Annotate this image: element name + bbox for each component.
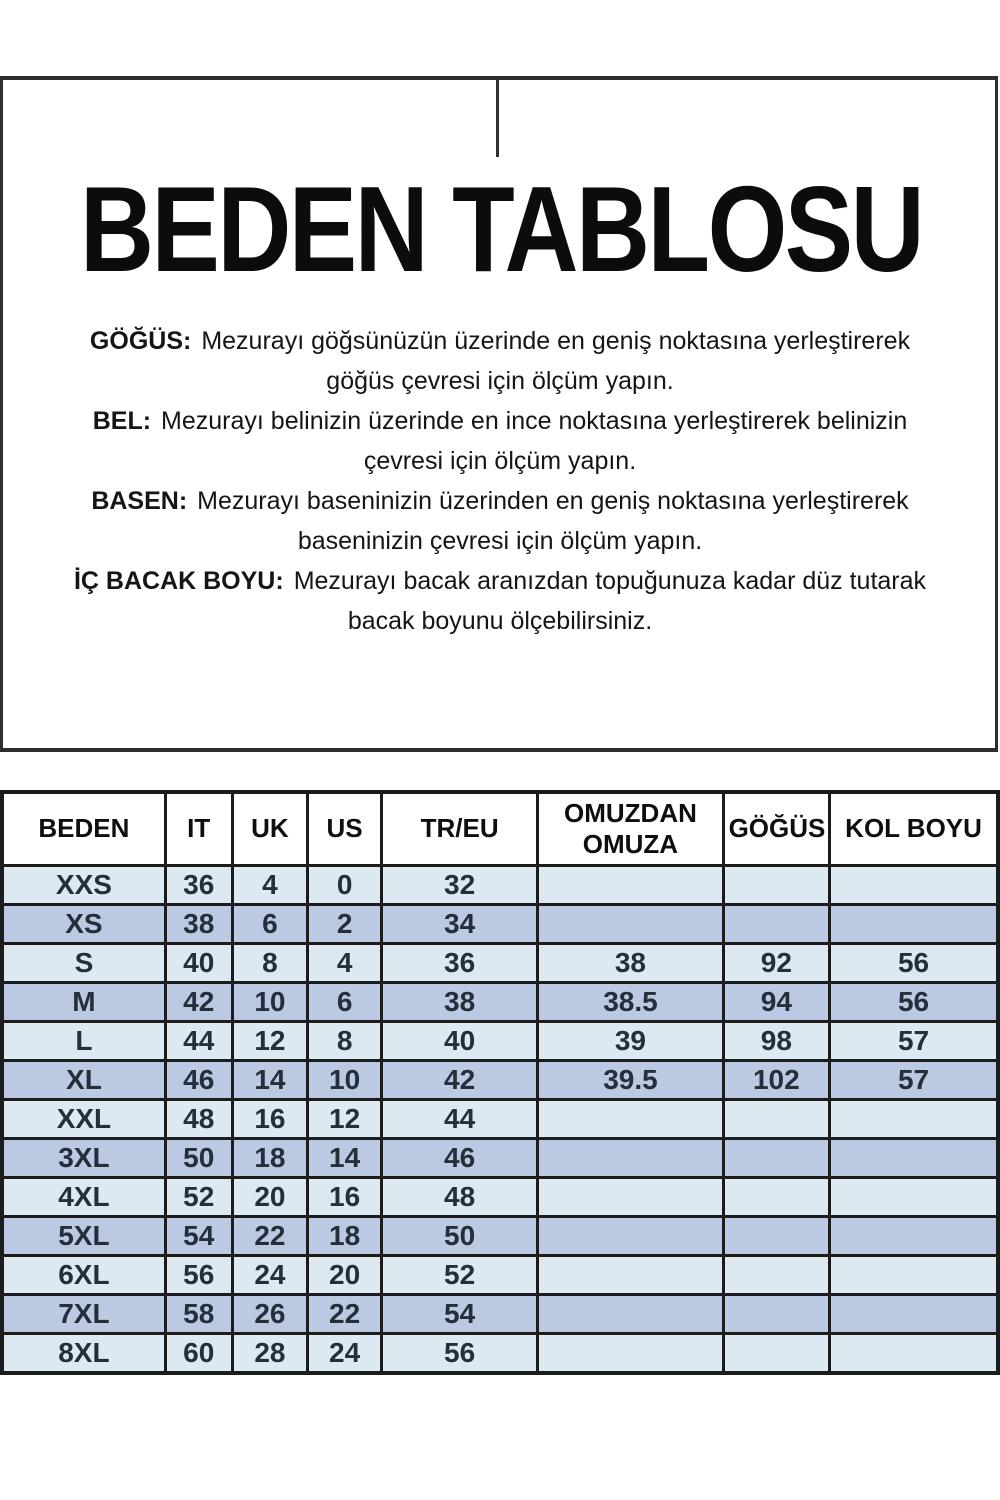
size-label-cell: XL	[2, 1061, 165, 1100]
size-value-cell: 56	[830, 944, 998, 983]
size-label-cell: 7XL	[2, 1295, 165, 1334]
table-row	[2, 1217, 998, 1256]
table-row	[2, 866, 998, 905]
size-value-cell: 8	[308, 1022, 382, 1061]
size-value-cell: 18	[232, 1139, 308, 1178]
column-header-gogus: GÖĞÜS	[723, 792, 830, 866]
size-value-cell	[538, 905, 723, 944]
size-value-cell: 44	[381, 1100, 537, 1139]
instruction-text: Mezurayı baseninizin üzerinden en geniş noktasına yerleştirerek	[197, 487, 909, 515]
size-value-cell: 50	[381, 1217, 537, 1256]
size-value-cell: 10	[308, 1061, 382, 1100]
size-value-cell: 36	[165, 866, 232, 905]
size-value-cell: 94	[723, 983, 830, 1022]
size-value-cell	[538, 1334, 723, 1374]
size-value-cell	[538, 1139, 723, 1178]
size-value-cell	[538, 1217, 723, 1256]
size-label-cell: XXS	[2, 866, 165, 905]
size-value-cell	[538, 1256, 723, 1295]
table-row	[2, 983, 998, 1022]
size-table	[0, 790, 1000, 1375]
table-row	[2, 944, 998, 983]
table-row	[2, 1139, 998, 1178]
size-value-cell: 102	[723, 1061, 830, 1100]
size-value-cell: 14	[308, 1139, 382, 1178]
size-value-cell: 57	[830, 1022, 998, 1061]
table-row	[2, 1256, 998, 1295]
size-value-cell	[723, 1178, 830, 1217]
size-value-cell: 12	[232, 1022, 308, 1061]
size-value-cell	[538, 1178, 723, 1217]
size-value-cell: 58	[165, 1295, 232, 1334]
size-value-cell	[830, 1256, 998, 1295]
size-value-cell: 4	[308, 944, 382, 983]
size-value-cell: 16	[308, 1178, 382, 1217]
size-value-cell: 56	[830, 983, 998, 1022]
column-header-beden: BEDEN	[2, 792, 165, 866]
page-title: BEDEN TABLOSU	[80, 161, 923, 297]
size-value-cell: 4	[232, 866, 308, 905]
size-label-cell: 8XL	[2, 1334, 165, 1374]
column-header-kol-boyu: KOL BOYU	[830, 792, 998, 866]
size-value-cell: 24	[308, 1334, 382, 1374]
size-value-cell: 36	[381, 944, 537, 983]
size-value-cell: 52	[165, 1178, 232, 1217]
size-value-cell	[830, 905, 998, 944]
size-value-cell: 6	[308, 983, 382, 1022]
size-value-cell	[538, 1295, 723, 1334]
size-value-cell: 44	[165, 1022, 232, 1061]
size-value-cell: 16	[232, 1100, 308, 1139]
instruction-ic-bacak-boyu	[0, 561, 1000, 641]
size-value-cell: 40	[381, 1022, 537, 1061]
size-value-cell	[830, 1334, 998, 1374]
column-header-tr-eu: TR/EU	[381, 792, 537, 866]
size-label-cell: XS	[2, 905, 165, 944]
size-value-cell	[723, 1139, 830, 1178]
size-value-cell: 22	[232, 1217, 308, 1256]
size-label-cell: 5XL	[2, 1217, 165, 1256]
instruction-line	[0, 401, 1000, 441]
size-value-cell: 40	[165, 944, 232, 983]
size-label-cell: 6XL	[2, 1256, 165, 1295]
size-value-cell	[830, 1139, 998, 1178]
instruction-line	[0, 321, 1000, 361]
table-row	[2, 1178, 998, 1217]
instruction-basen	[0, 481, 1000, 561]
instruction-line: baseninizin çevresi için ölçüm yapın.	[297, 527, 703, 555]
instruction-line: çevresi için ölçüm yapın.	[363, 447, 637, 475]
column-header-us: US	[308, 792, 382, 866]
size-value-cell: 26	[232, 1295, 308, 1334]
table-row	[2, 905, 998, 944]
instruction-label: BEL:	[92, 407, 152, 435]
size-value-cell	[830, 1178, 998, 1217]
size-value-cell	[723, 866, 830, 905]
size-value-cell	[830, 866, 998, 905]
size-value-cell: 98	[723, 1022, 830, 1061]
size-label-cell: XXL	[2, 1100, 165, 1139]
size-value-cell: 60	[165, 1334, 232, 1374]
size-value-cell: 48	[381, 1178, 537, 1217]
size-value-cell: 10	[232, 983, 308, 1022]
column-header-uk: UK	[232, 792, 308, 866]
size-value-cell: 0	[308, 866, 382, 905]
instruction-text: Mezurayı belinizin üzerinde en ince noktasına yerleştirerek belinizin	[161, 407, 908, 435]
table-row	[2, 1100, 998, 1139]
size-value-cell: 56	[381, 1334, 537, 1374]
measurement-instructions	[0, 321, 1000, 641]
size-value-cell: 39	[538, 1022, 723, 1061]
size-value-cell	[723, 1334, 830, 1374]
instruction-line	[0, 481, 1000, 521]
size-table-body	[2, 866, 998, 1374]
size-value-cell: 6	[232, 905, 308, 944]
size-value-cell: 54	[165, 1217, 232, 1256]
column-header-omuzdan-omuza: OMUZDAN OMUZA	[538, 792, 723, 866]
size-value-cell	[830, 1295, 998, 1334]
size-value-cell	[830, 1100, 998, 1139]
size-value-cell: 46	[165, 1061, 232, 1100]
instruction-label: İÇ BACAK BOYU:	[73, 567, 284, 595]
size-value-cell	[723, 905, 830, 944]
size-value-cell: 92	[723, 944, 830, 983]
size-label-cell: L	[2, 1022, 165, 1061]
size-value-cell: 42	[381, 1061, 537, 1100]
size-value-cell	[830, 1217, 998, 1256]
size-value-cell: 20	[232, 1178, 308, 1217]
size-value-cell: 28	[232, 1334, 308, 1374]
size-label-cell: S	[2, 944, 165, 983]
table-row	[2, 1295, 998, 1334]
size-value-cell	[723, 1295, 830, 1334]
size-value-cell: 57	[830, 1061, 998, 1100]
size-value-cell: 12	[308, 1100, 382, 1139]
size-label-cell: M	[2, 983, 165, 1022]
size-value-cell: 48	[165, 1100, 232, 1139]
size-value-cell: 24	[232, 1256, 308, 1295]
table-row	[2, 1334, 998, 1374]
instruction-label: GÖĞÜS:	[89, 327, 192, 355]
header-row	[2, 792, 998, 866]
size-value-cell: 18	[308, 1217, 382, 1256]
size-value-cell: 54	[381, 1295, 537, 1334]
table-row	[2, 1061, 998, 1100]
top-center-tick-line	[496, 79, 499, 157]
instruction-line: göğüs çevresi için ölçüm yapın.	[326, 367, 674, 395]
size-value-cell: 38	[165, 905, 232, 944]
size-value-cell: 46	[381, 1139, 537, 1178]
size-value-cell: 8	[232, 944, 308, 983]
instruction-text: Mezurayı göğsünüzün üzerinde en geniş noktasına yerleştirerek	[201, 327, 911, 355]
size-value-cell: 22	[308, 1295, 382, 1334]
size-value-cell: 52	[381, 1256, 537, 1295]
size-value-cell	[723, 1256, 830, 1295]
instruction-gogus	[0, 321, 1000, 401]
size-value-cell: 14	[232, 1061, 308, 1100]
size-value-cell	[538, 1100, 723, 1139]
size-label-cell: 3XL	[2, 1139, 165, 1178]
column-header-it: IT	[165, 792, 232, 866]
size-value-cell: 38	[381, 983, 537, 1022]
size-value-cell: 38	[538, 944, 723, 983]
instruction-line: bacak boyunu ölçebilirsiniz.	[347, 607, 653, 635]
size-label-cell: 4XL	[2, 1178, 165, 1217]
size-value-cell: 50	[165, 1139, 232, 1178]
size-value-cell: 2	[308, 905, 382, 944]
instruction-line	[0, 561, 1000, 601]
size-value-cell: 42	[165, 983, 232, 1022]
size-value-cell: 34	[381, 905, 537, 944]
instruction-bel	[0, 401, 1000, 481]
size-value-cell: 39.5	[538, 1061, 723, 1100]
size-value-cell: 20	[308, 1256, 382, 1295]
size-value-cell	[723, 1217, 830, 1256]
instruction-label: BASEN:	[91, 487, 188, 515]
size-table-header	[2, 792, 998, 866]
size-value-cell: 56	[165, 1256, 232, 1295]
size-value-cell	[538, 866, 723, 905]
instruction-text: Mezurayı bacak aranızdan topuğunuza kadar düz tutarak	[293, 567, 927, 595]
table-row	[2, 1022, 998, 1061]
size-value-cell: 32	[381, 866, 537, 905]
size-value-cell	[723, 1100, 830, 1139]
size-value-cell: 38.5	[538, 983, 723, 1022]
